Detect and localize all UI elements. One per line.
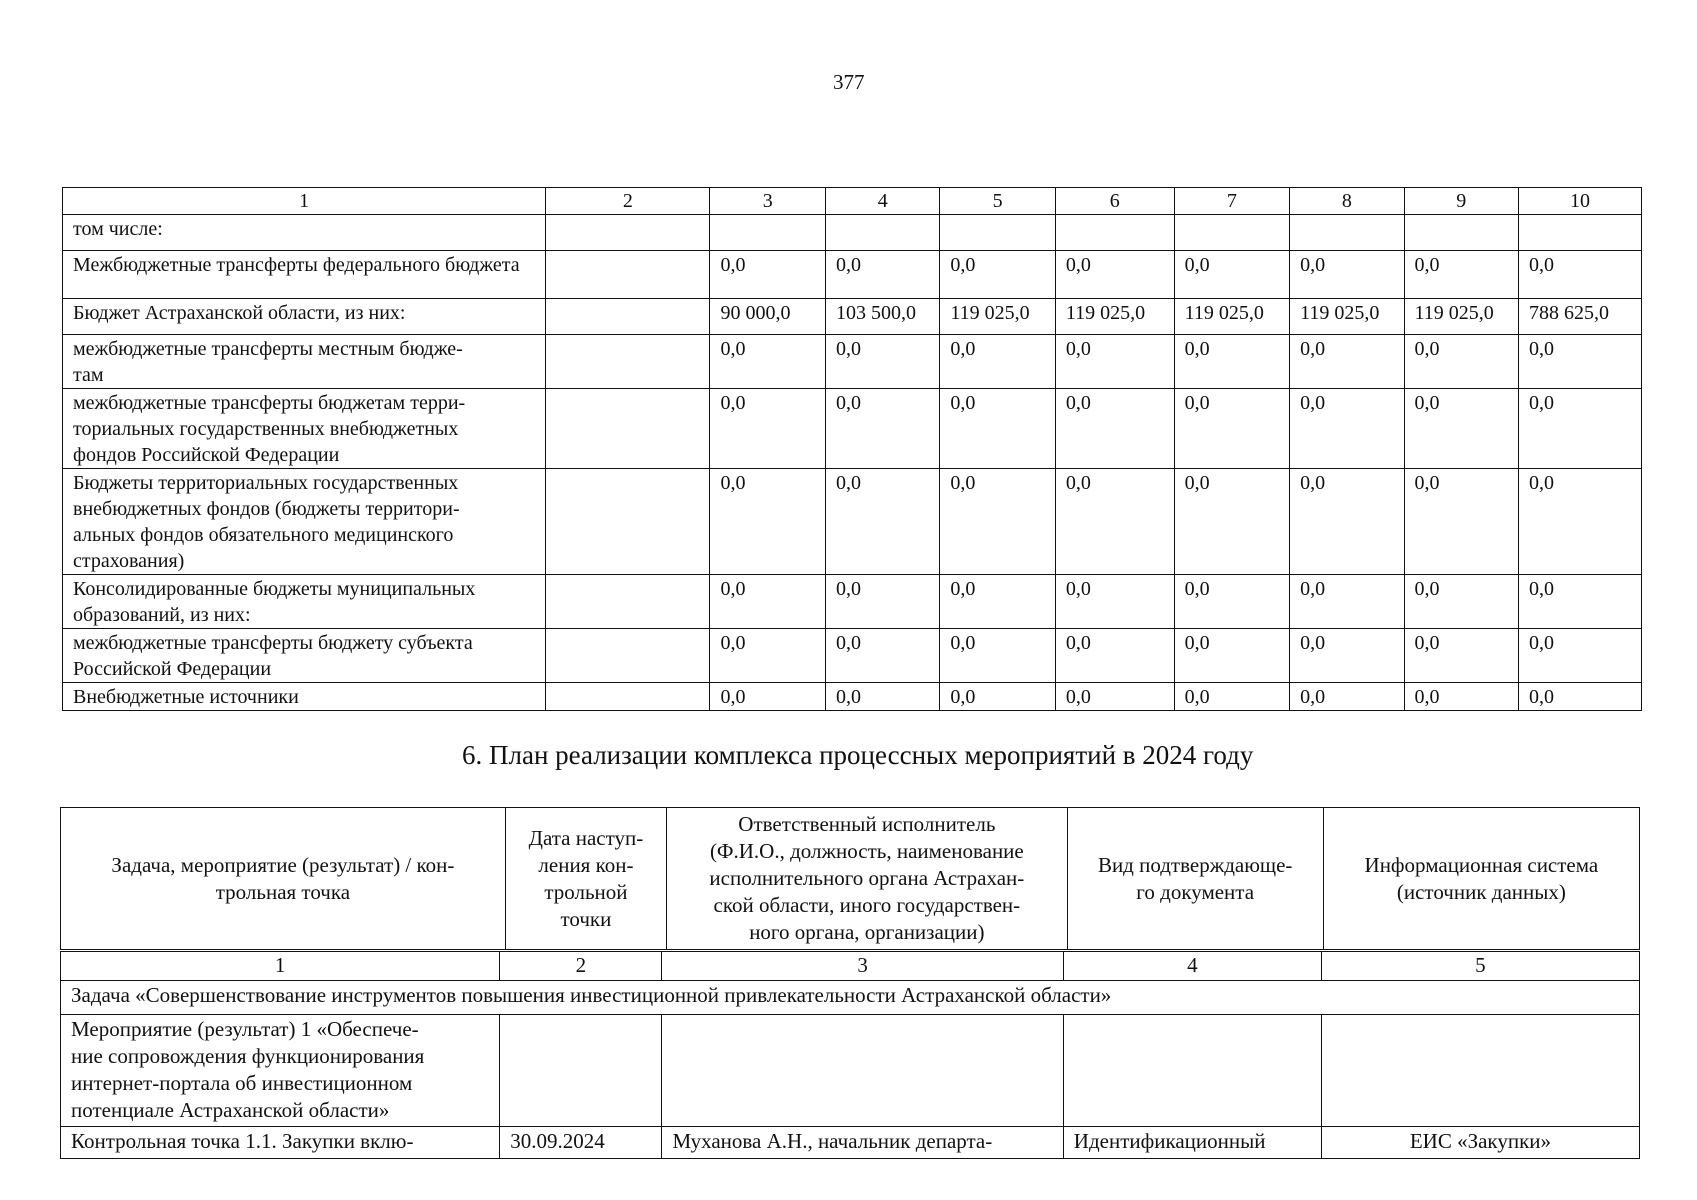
finance-row [63,251,1642,299]
row-value: 0,0 [1174,683,1290,711]
row-value: 0,0 [1174,469,1290,575]
row-value: 0,0 [1174,389,1290,469]
plan-row [61,1127,1640,1159]
row-value: 0,0 [1055,469,1174,575]
row-value: 90 000,0 [710,299,826,335]
finance-row [63,299,1642,335]
row-value: 0,0 [1290,469,1404,575]
plan-cell-c1: Мероприятие (результат) 1 «Обеспече- ние сопровождения функционирования интернет-портала об инвестиционном потенциале Астраханской области» [61,1015,500,1127]
column-number: 8 [1290,188,1404,215]
finance-table [62,187,1642,711]
plan-cell-c5 [1321,1015,1639,1127]
row-value: 0,0 [1404,251,1518,299]
row-value: 0,0 [1055,389,1174,469]
row-value: 0,0 [1174,335,1290,389]
row-label: Межбюджетные трансферты федерального бюджета [63,251,546,299]
plan-cell-c3 [662,1015,1063,1127]
row-col2 [546,215,710,251]
row-value [1518,215,1641,251]
row-value: 119 025,0 [940,299,1056,335]
row-value: 0,0 [1174,251,1290,299]
finance-row [63,389,1642,469]
row-value: 0,0 [1290,251,1404,299]
task-row [61,981,1640,1015]
row-col2 [546,683,710,711]
plan-cell-c4 [1063,1015,1321,1127]
row-value [940,215,1056,251]
row-value: 0,0 [940,683,1056,711]
row-label: том числе: [63,215,546,251]
row-value: 0,0 [1290,575,1404,629]
plan-cell-c5: ЕИС «Закупки» [1321,1127,1639,1159]
row-value: 0,0 [1518,389,1641,469]
row-value: 0,0 [1404,335,1518,389]
row-col2 [546,575,710,629]
plan-header-cell: Ответственный исполнитель (Ф.И.О., должность, наименование исполнительного органа Астрахан- ской области, иного государствен- ного органа, организации) [667,808,1068,950]
row-value: 0,0 [1404,683,1518,711]
task-cell: Задача «Совершенствование инструментов повышения инвестиционной привлекательности Астраханской области» [61,981,1640,1015]
row-value: 0,0 [1518,683,1641,711]
row-value: 0,0 [825,683,939,711]
finance-row [63,335,1642,389]
row-label: межбюджетные трансферты бюджету субъекта Российской Федерации [63,629,546,683]
row-value [710,215,826,251]
row-col2 [546,629,710,683]
row-label: Бюджеты территориальных государственных внебюджетных фондов (бюджеты территори- альных фондов обязательного медицинского страхования) [63,469,546,575]
plan-cell-c2 [500,1015,662,1127]
row-value: 0,0 [825,469,939,575]
row-value: 0,0 [825,629,939,683]
column-number: 7 [1174,188,1290,215]
column-number: 2 [546,188,710,215]
row-label: Внебюджетные источники [63,683,546,711]
row-value: 0,0 [710,469,826,575]
row-value: 0,0 [710,335,826,389]
row-value [1290,215,1404,251]
row-value: 788 625,0 [1518,299,1641,335]
finance-row [63,215,1642,251]
finance-row [63,629,1642,683]
column-number: 5 [1321,952,1639,981]
row-value: 0,0 [940,335,1056,389]
row-value: 0,0 [1174,575,1290,629]
row-value: 0,0 [1290,389,1404,469]
row-label: Бюджет Астраханской области, из них: [63,299,546,335]
column-number: 9 [1404,188,1518,215]
column-number: 5 [940,188,1056,215]
row-value: 0,0 [825,389,939,469]
row-value: 0,0 [940,389,1056,469]
row-value: 119 025,0 [1290,299,1404,335]
row-value: 0,0 [940,251,1056,299]
plan-numbers-row [61,952,1640,981]
row-value: 0,0 [710,629,826,683]
row-value: 0,0 [1518,629,1641,683]
column-number: 3 [710,188,826,215]
column-number: 1 [61,952,500,981]
row-label: Консолидированные бюджеты муниципальных образований, из них: [63,575,546,629]
plan-cell-c3: Муханова А.Н., начальник департа- [662,1127,1063,1159]
row-value: 0,0 [940,629,1056,683]
finance-header-row [63,188,1642,215]
row-col2 [546,335,710,389]
plan-header-cell: Задача, мероприятие (результат) / кон- трольная точка [61,808,506,950]
column-number: 1 [63,188,546,215]
row-value: 0,0 [710,389,826,469]
row-value [1174,215,1290,251]
row-value: 0,0 [1518,469,1641,575]
row-value: 0,0 [710,683,826,711]
plan-cell-c2: 30.09.2024 [500,1127,662,1159]
row-col2 [546,299,710,335]
row-value: 0,0 [940,469,1056,575]
row-value: 0,0 [1055,251,1174,299]
row-value [1055,215,1174,251]
row-value: 0,0 [1055,683,1174,711]
row-label: межбюджетные трансферты местным бюдже- там [63,335,546,389]
plan-header-cell: Дата наступ- ления кон- трольной точки [505,808,666,950]
finance-row [63,683,1642,711]
row-value: 0,0 [940,575,1056,629]
row-value: 0,0 [710,575,826,629]
row-col2 [546,469,710,575]
row-value: 0,0 [1518,251,1641,299]
row-value: 0,0 [1518,575,1641,629]
row-value: 0,0 [1174,629,1290,683]
row-value: 0,0 [1404,469,1518,575]
finance-row [63,575,1642,629]
column-number: 4 [825,188,939,215]
row-value: 0,0 [1055,575,1174,629]
row-value: 0,0 [1055,335,1174,389]
row-value [825,215,939,251]
plan-cell-c4: Идентификационный [1063,1127,1321,1159]
row-value: 0,0 [1404,629,1518,683]
plan-table-header [60,807,1640,950]
row-value: 0,0 [825,251,939,299]
row-value: 119 025,0 [1055,299,1174,335]
finance-row [63,469,1642,575]
column-number: 2 [500,952,662,981]
plan-table [60,951,1640,1159]
plan-cell-c1: Контрольная точка 1.1. Закупки вклю- [61,1127,500,1159]
row-value: 0,0 [1290,683,1404,711]
row-value: 119 025,0 [1404,299,1518,335]
row-value: 0,0 [1290,335,1404,389]
plan-header-cell: Вид подтверждающе- го документа [1067,808,1323,950]
row-label: межбюджетные трансферты бюджетам терри- ториальных государственных внебюджетных фондов Российской Федерации [63,389,546,469]
column-number: 3 [662,952,1063,981]
row-value: 0,0 [1404,389,1518,469]
row-value: 0,0 [1290,629,1404,683]
row-value: 119 025,0 [1174,299,1290,335]
row-value: 0,0 [1404,575,1518,629]
plan-row [61,1015,1640,1127]
row-col2 [546,251,710,299]
column-number: 6 [1055,188,1174,215]
row-value: 0,0 [1055,629,1174,683]
plan-header-cell: Информационная система (источник данных) [1323,808,1639,950]
row-value [1404,215,1518,251]
row-value: 0,0 [825,335,939,389]
row-value: 103 500,0 [825,299,939,335]
column-number: 4 [1063,952,1321,981]
row-value: 0,0 [825,575,939,629]
row-value: 0,0 [710,251,826,299]
row-col2 [546,389,710,469]
column-number: 10 [1518,188,1641,215]
row-value: 0,0 [1518,335,1641,389]
